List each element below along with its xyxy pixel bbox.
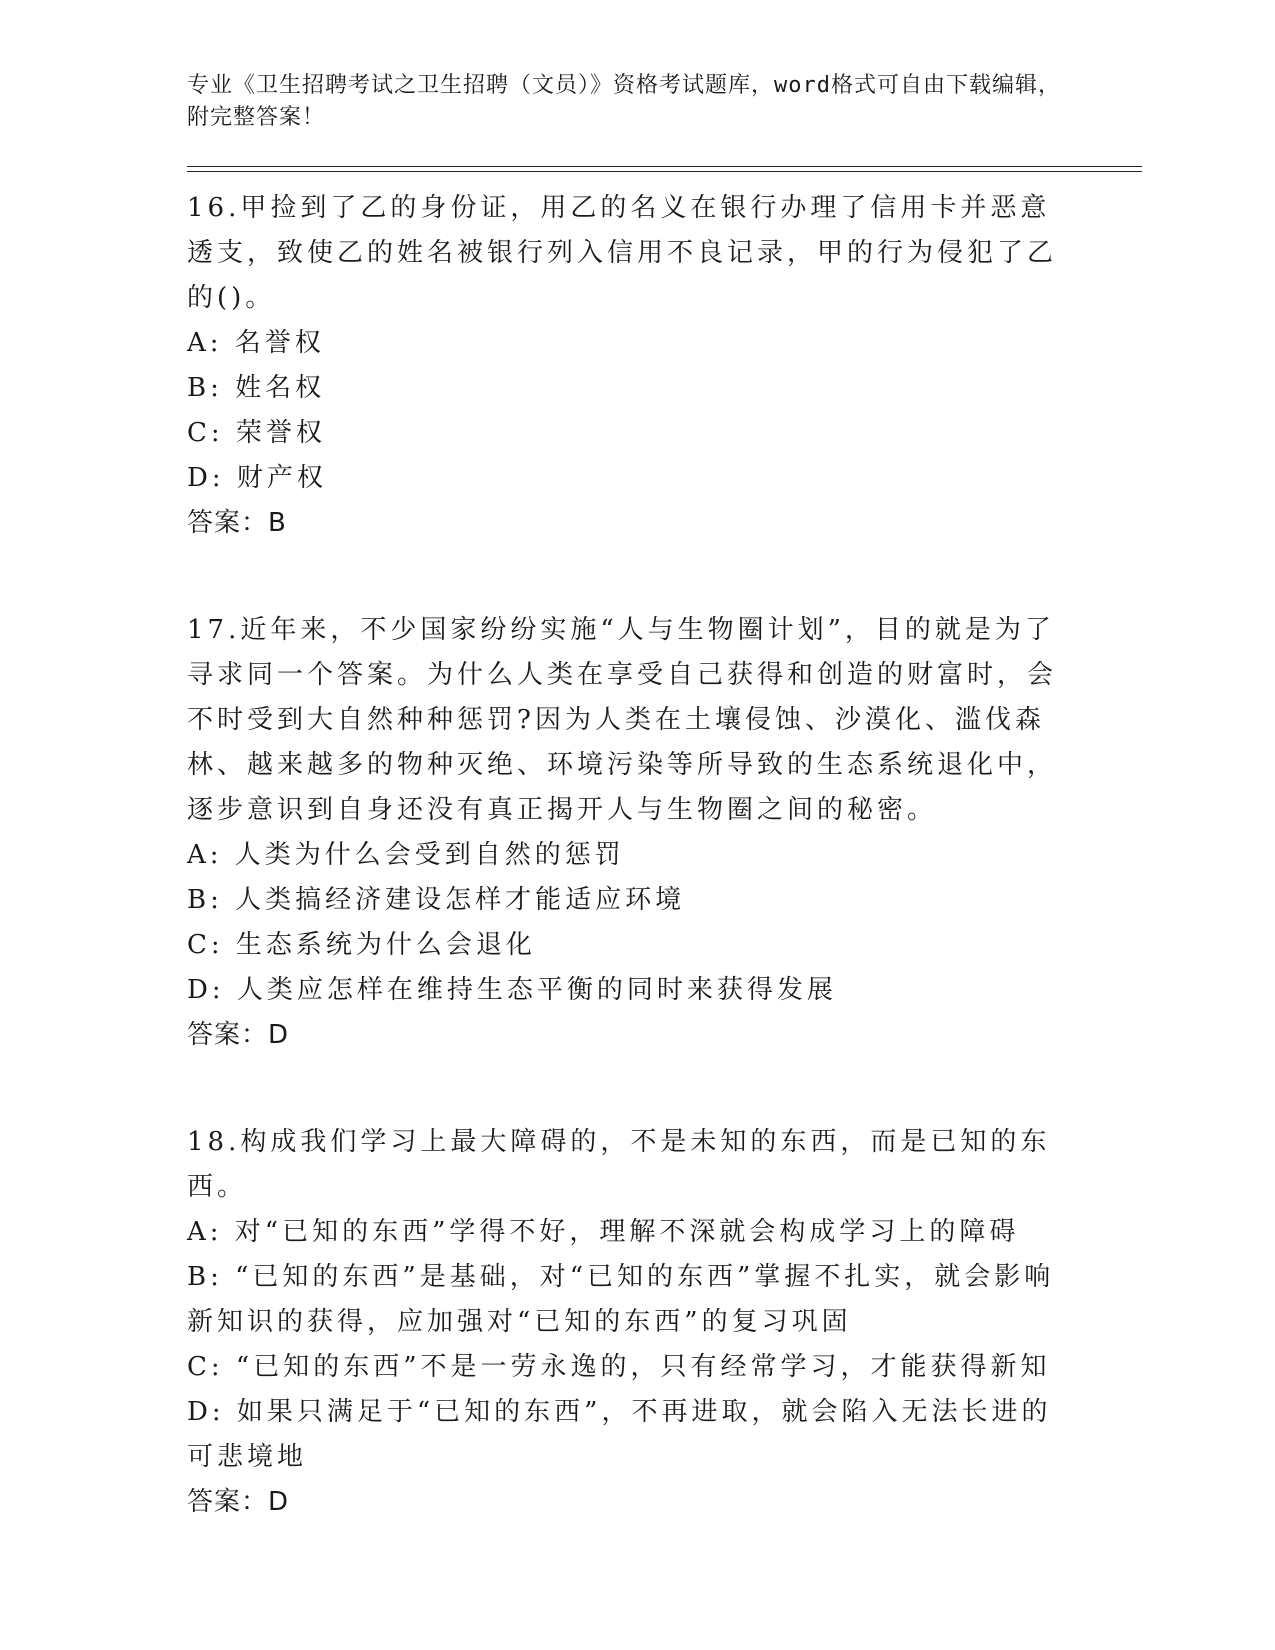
question-text: 16.甲捡到了乙的身份证，用乙的名义在银行办理了信用卡并恶意透支，致使乙的姓名被银行列入信用不良记录，甲的行为侵犯了乙的()。 [187, 193, 1058, 313]
option-c: C: 荣誉权 [187, 418, 326, 448]
answer: 答案：D [187, 1487, 290, 1517]
question-text: 17.近年来，不少国家纷纷实施“人与生物圈计划”，目的就是为了寻求同一个答案。为什么人类在享受自己获得和创造的财富时，会不时受到大自然种种惩罚?因为人类在土壤侵蚀、沙漠化、滥伐森林、越来越多的物种灭绝、环境污染等所导致的生态系统退化中，逐步意识到自身还没有真正揭开人与生物圈之间的秘密。 [187, 615, 1058, 825]
question-text: 18.构成我们学习上最大障碍的，不是未知的东西，而是已知的东西。 [187, 1127, 1051, 1202]
question-17 [187, 608, 1142, 1058]
question-16 [187, 186, 1142, 546]
option-a: A: 对“已知的东西”学得不好，理解不深就会构成学习上的障碍 [187, 1217, 1020, 1247]
header-note: 专业《卫生招聘考试之卫生招聘（文员）》资格考试题库，word格式可自由下载编辑，附完整答案！ [187, 73, 1061, 130]
document-page [187, 70, 1142, 1525]
question-18 [187, 1120, 1142, 1525]
header-divider [187, 166, 1142, 172]
option-d: D: 如果只满足于“已知的东西”，不再进取，就会陷入无法长进的可悲境地 [187, 1397, 1052, 1472]
option-a: A: 名誉权 [187, 328, 325, 358]
option-b: B: 姓名权 [187, 373, 326, 403]
option-c: C: “已知的东西”不是一劳永逸的，只有经常学习，才能获得新知 [187, 1352, 1051, 1382]
answer: 答案：D [187, 1020, 290, 1050]
option-b: B: “已知的东西”是基础，对“已知的东西”掌握不扎实，就会影响新知识的获得，应加强对“已知的东西”的复习巩固 [187, 1262, 1055, 1337]
option-a: A: 人类为什么会受到自然的惩罚 [187, 840, 625, 870]
option-b: B: 人类搞经济建设怎样才能适应环境 [187, 885, 686, 915]
option-c: C: 生态系统为什么会退化 [187, 930, 536, 960]
option-d: D: 人类应怎样在维持生态平衡的同时来获得发展 [187, 975, 837, 1005]
answer: 答案：B [187, 508, 287, 538]
option-d: D: 财产权 [187, 463, 327, 493]
